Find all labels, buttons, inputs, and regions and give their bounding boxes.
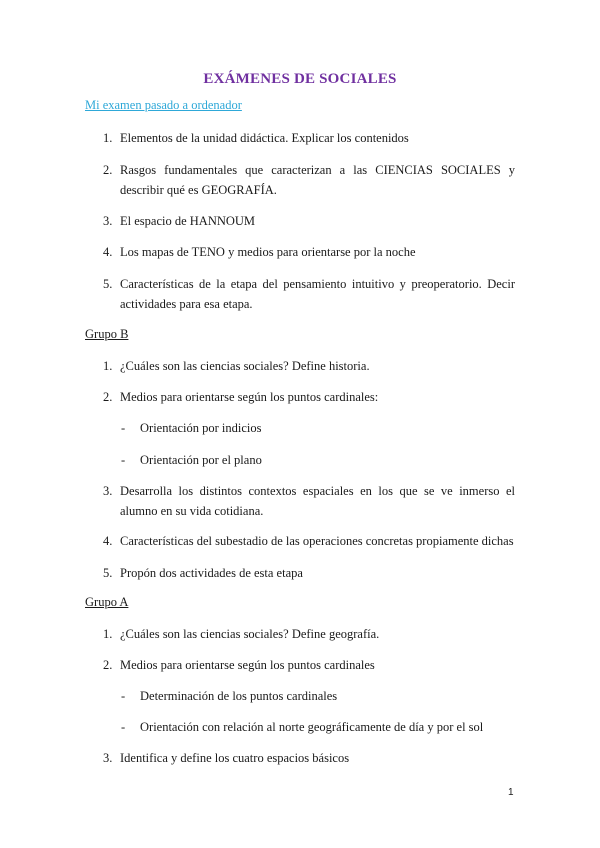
item-text: Los mapas de TENO y medios para orientarse por la noche — [120, 245, 416, 259]
sub-list-item — [121, 686, 337, 706]
sub-item-dash: - — [121, 453, 126, 467]
sub-item-dash: - — [121, 689, 126, 703]
item-number: 3. — [103, 484, 113, 498]
section-heading-grupo-b: Grupo B — [85, 327, 129, 341]
list-item — [103, 481, 515, 521]
sub-item-dash: - — [121, 720, 126, 734]
item-number: 2. — [103, 390, 113, 404]
sub-list-item — [121, 418, 262, 438]
list-item — [103, 242, 515, 262]
item-number: 5. — [103, 566, 113, 580]
list-item — [103, 748, 515, 768]
item-number: 4. — [103, 245, 113, 259]
item-text: Desarrolla los distintos contextos espaciales en los que se ve inmerso el alumno en su vida cotidiana. — [120, 484, 515, 518]
item-text: Medios para orientarse según los puntos cardinales: — [120, 390, 379, 404]
item-text: Características del subestadio de las operaciones concretas propiamente dichas — [120, 534, 514, 548]
list-item — [103, 128, 515, 148]
page-title: EXÁMENES DE SOCIALES — [203, 71, 397, 87]
list-item — [103, 211, 515, 231]
item-text: Propón dos actividades de esta etapa — [120, 566, 303, 580]
sub-item-text: Orientación con relación al norte geográficamente de día y por el sol — [140, 720, 484, 734]
item-number: 1. — [103, 627, 113, 641]
list-item — [103, 387, 515, 407]
item-number: 1. — [103, 131, 113, 145]
section-heading-grupo-a: Grupo A — [85, 595, 129, 609]
list-item — [103, 274, 515, 314]
sub-item-dash: - — [121, 421, 126, 435]
sub-item-text: Determinación de los puntos cardinales — [140, 689, 338, 703]
page-number: 1 — [508, 787, 514, 798]
list-item — [103, 624, 515, 644]
sub-list-item — [121, 717, 483, 737]
item-text: Elementos de la unidad didáctica. Explicar los contenidos — [120, 131, 409, 145]
sub-item-text: Orientación por indicios — [140, 421, 262, 435]
item-text: Rasgos fundamentales que caracterizan a las CIENCIAS SOCIALES y describir qué es GEOGRAFÍA. — [120, 163, 515, 197]
list-item — [103, 356, 515, 376]
item-text: Identifica y define los cuatro espacios básicos — [120, 751, 350, 765]
item-number: 4. — [103, 534, 113, 548]
item-text: ¿Cuáles son las ciencias sociales? Define historia. — [120, 359, 370, 373]
sub-item-text: Orientación por el plano — [140, 453, 262, 467]
item-number: 3. — [103, 751, 113, 765]
item-text: ¿Cuáles son las ciencias sociales? Define geografía. — [120, 627, 380, 641]
list-item — [103, 655, 515, 675]
item-number: 5. — [103, 277, 113, 291]
item-number: 2. — [103, 163, 113, 177]
item-number: 2. — [103, 658, 113, 672]
item-text: El espacio de HANNOUM — [120, 214, 256, 228]
item-text: Medios para orientarse según los puntos cardinales — [120, 658, 375, 672]
item-number: 1. — [103, 359, 113, 373]
item-number: 3. — [103, 214, 113, 228]
item-text: Características de la etapa del pensamiento intuitivo y preoperatorio. Decir actividades para esa etapa. — [120, 277, 515, 311]
list-item — [103, 563, 515, 583]
list-item — [103, 531, 515, 551]
sub-list-item — [121, 450, 262, 470]
section-heading-mi-examen[interactable]: Mi examen pasado a ordenador — [85, 98, 242, 112]
list-item — [103, 160, 515, 200]
